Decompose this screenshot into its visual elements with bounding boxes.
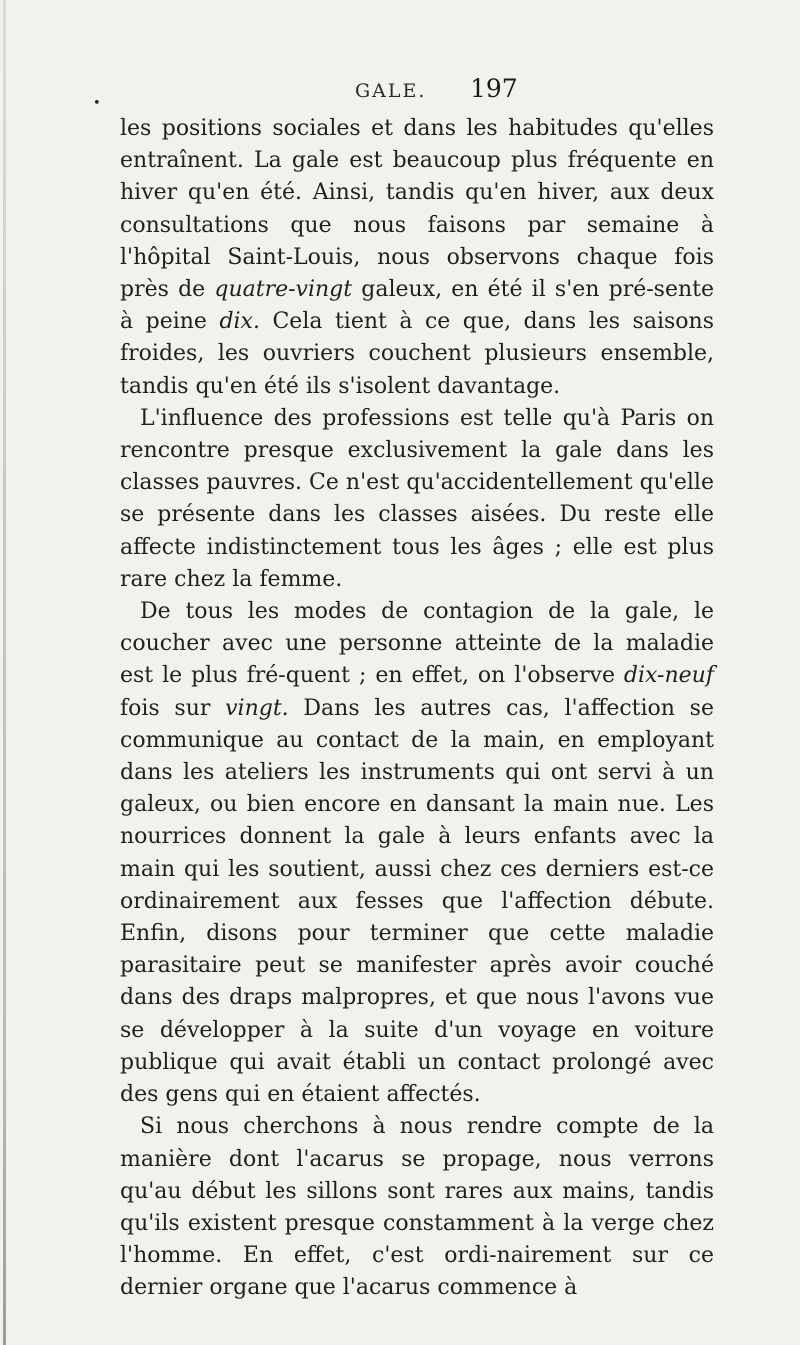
- paragraph: [120, 113, 714, 403]
- italic-text-run: dix-neuf: [623, 663, 714, 689]
- running-title: GALE.: [355, 80, 427, 102]
- italic-text-run: dix.: [219, 309, 260, 335]
- page-number: 197: [470, 74, 518, 103]
- text-run: Dans les autres cas, l'affection se communique au contact de la main, en employant dans les ateliers les instruments qui ont servi à un galeux, ou bien encore en dansant la main nue. Les nourrices donnent la gale à leurs enfants avec la main qui les soutient, aussi chez ces derniers est-ce ordinairement aux fesses que l'affection débute. Enfin, disons pour terminer que cette maladie parasitaire peut se manifester après avoir couché dans des draps malpropres, et que nous l'avons vue se développer à la suite d'un voyage en voiture publique qui avait établi un contact prolongé avec des gens qui en étaient affectés.: [120, 695, 714, 1108]
- text-run: Cela tient à ce que, dans les saisons froides, les ouvriers couchent plusieurs ensemble, tandis qu'en été ils s'isolent davantage.: [120, 309, 714, 399]
- text-run: galeux, en été il s'en pré-sente à peine: [120, 277, 715, 335]
- paragraph: [120, 1111, 714, 1304]
- text-run: Si nous cherchons à nous rendre compte de la manière dont l'acarus se propage, nous verrons qu'au début les sillons sont rares aux mains, tandis qu'ils existent presque constamment à la verge chez l'homme. En effet, c'est ordi-nairement sur ce dernier organe que l'acarus commence à: [120, 1114, 714, 1301]
- paragraph: [120, 403, 714, 596]
- text-run: L'influence des professions est telle qu'à Paris on rencontre presque exclusivement la gale dans les classes pauvres. Ce n'est qu'accidentellement qu'elle se présente dans les classes aisées. Du reste elle affecte indistinctement tous les âges ; elle est plus rare chez la femme.: [120, 405, 714, 592]
- page-edge-shadow: [3, 0, 6, 1345]
- italic-text-run: quatre-vingt: [214, 277, 353, 303]
- body-text: [120, 113, 714, 1305]
- printer-mark: •: [93, 96, 101, 111]
- paragraph: [120, 596, 714, 1111]
- text-run: fois sur: [120, 695, 226, 721]
- italic-text-run: vingt.: [225, 695, 289, 721]
- text-run: les positions sociales et dans les habitudes qu'elles entraînent. La gale est beaucoup plus fréquente en hiver qu'en été. Ainsi, tandis qu'en hiver, aux deux consultations que nous faisons par semaine à l'hôpital Saint-Louis, nous observons chaque fois près de: [120, 116, 714, 303]
- text-run: De tous les modes de contagion de la gale, le coucher avec une personne atteinte de la maladie est le plus fré-quent ; en effet, on l'observe: [120, 599, 714, 689]
- page-header: [0, 0, 800, 110]
